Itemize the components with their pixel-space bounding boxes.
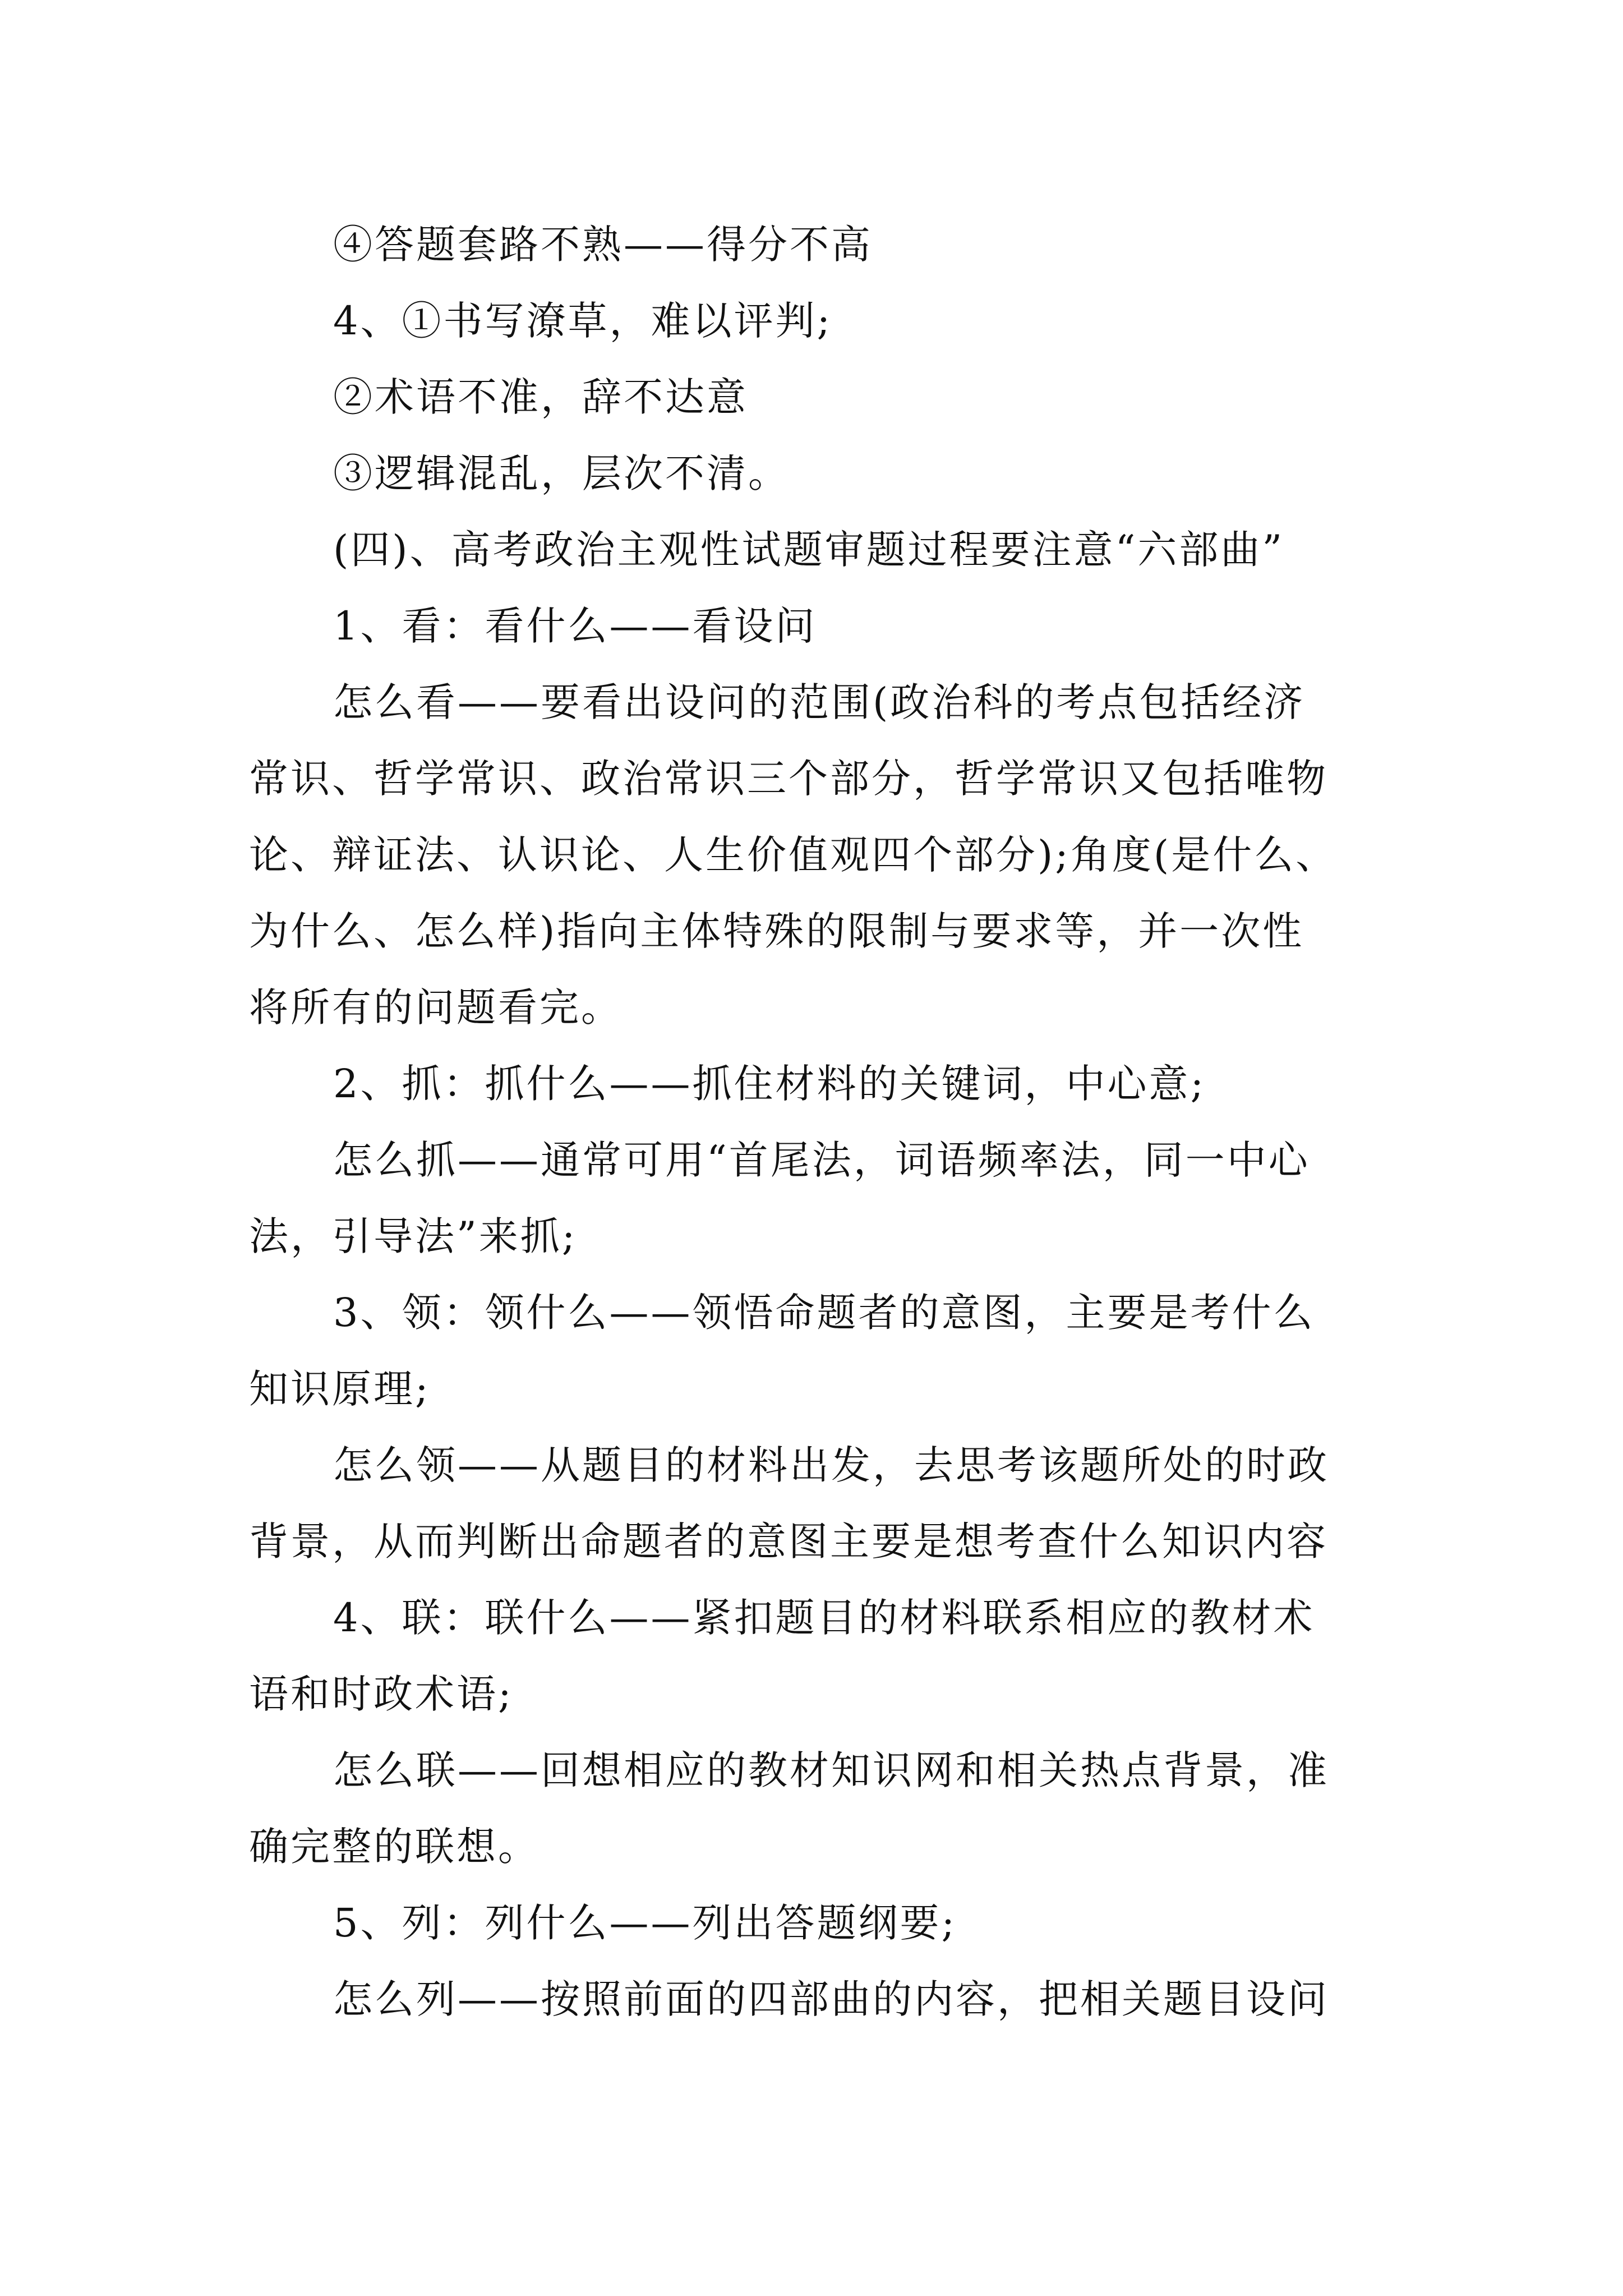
text-line: 3、领：领什么——领悟命题者的意图，主要是考什么	[333, 1290, 1315, 1336]
text-line: 法，引导法”来抓;	[249, 1213, 578, 1259]
text-line: 知识原理;	[249, 1366, 431, 1412]
text-line: 常识、哲学常识、政治常识三个部分，哲学常识又包括唯物	[249, 756, 1328, 802]
text-line: 为什么、怎么样)指向主体特殊的限制与要求等，并一次性	[249, 908, 1304, 954]
text-line: 语和时政术语;	[249, 1671, 514, 1717]
text-line: 背景，从而判断出命题者的意图主要是想考查什么知识内容	[249, 1519, 1328, 1565]
text-line: 1、看：看什么——看设问	[333, 603, 817, 649]
text-line: ②术语不准，辞不达意	[333, 374, 748, 420]
text-line: 怎么看——要看出设问的范围(政治科的考点包括经济	[333, 679, 1306, 725]
text-line: 5、列：列什么——列出答题纲要;	[333, 1900, 957, 1946]
text-line: 怎么列——按照前面的四部曲的内容，把相关题目设问	[333, 1976, 1329, 2022]
text-line: 确完整的联想。	[249, 1824, 540, 1870]
text-line: ④答题套路不熟——得分不高	[333, 222, 873, 268]
text-line: 怎么抓——通常可用“首尾法，词语频率法，同一中心	[333, 1137, 1310, 1183]
section-heading: (四)、高考政治主观性试题审题过程要注意“六部曲”	[333, 527, 1285, 573]
text-line: 4、①书写潦草，难以评判;	[333, 298, 833, 344]
text-line: 4、联：联什么——紧扣题目的材料联系相应的教材术	[333, 1595, 1315, 1641]
text-line: ③逻辑混乱，层次不清。	[333, 450, 790, 496]
text-line: 2、抓：抓什么——抓住材料的关键词，中心意;	[333, 1061, 1206, 1107]
text-line: 论、辩证法、认识论、人生价值观四个部分);角度(是什么、	[249, 832, 1338, 878]
text-line: 怎么联——回想相应的教材知识网和相关热点背景，准	[333, 1747, 1329, 1793]
text-line: 将所有的问题看完。	[249, 984, 623, 1030]
text-line: 怎么领——从题目的材料出发，去思考该题所处的时政	[333, 1442, 1329, 1488]
